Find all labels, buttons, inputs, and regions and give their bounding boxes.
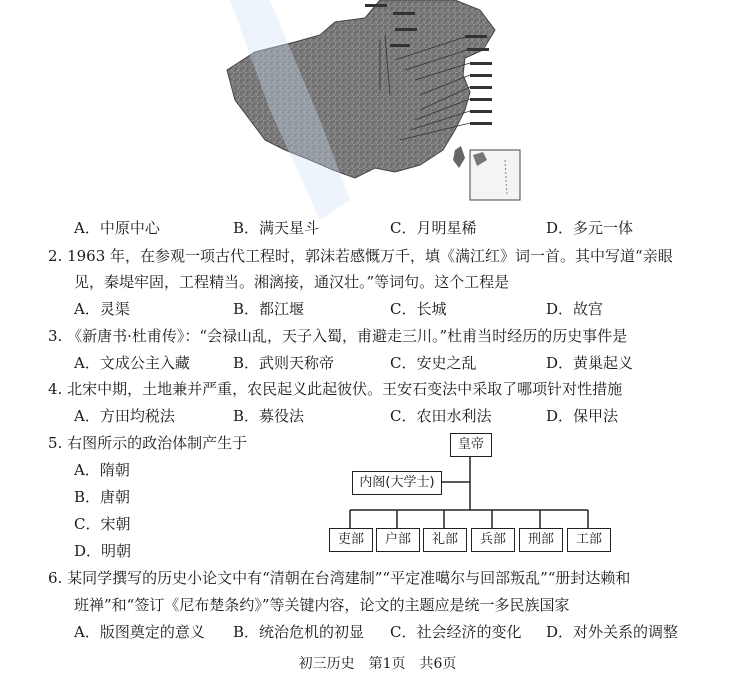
q3-option-c[interactable]: C．安史之乱	[390, 354, 477, 372]
q5-stem: 5. 右图所示的政治体制产生于	[48, 434, 248, 452]
diagram-emperor-box: 皇帝	[450, 433, 492, 457]
q4-option-c[interactable]: C．农田水利法	[390, 407, 492, 425]
q6-stem-line2: 班禅”和“签订《尼布楚条约》”等关键内容，论文的主题应是统一多民族国家	[74, 596, 570, 614]
q3-stem: 3. 《新唐书·杜甫传》：“会禄山乱，天子入蜀，甫避走三川。”杜甫当时经历的历史事件是	[48, 327, 628, 345]
q2-option-d[interactable]: D．故宫	[546, 300, 604, 318]
q3-option-d[interactable]: D．黄巢起义	[546, 354, 634, 372]
q5-option-d[interactable]: D．明朝	[74, 542, 132, 560]
q2-stem-line1: 2. 1963 年，在参观一项古代工程时，郭沫若感慨万千，填《满江红》词一首。其中写道“亲眼	[48, 247, 673, 265]
diagram-ministry-box: 刑部	[519, 528, 563, 552]
diagram-ministry-box: 吏部	[329, 528, 373, 552]
q3-option-a[interactable]: A．文成公主入藏	[74, 354, 190, 372]
q6-option-d[interactable]: D．对外关系的调整	[546, 623, 679, 641]
diagram-ministry-box: 礼部	[423, 528, 467, 552]
q4-option-a[interactable]: A．方田均税法	[74, 407, 175, 425]
diagram-ministry-box: 户部	[376, 528, 420, 552]
q2-option-b[interactable]: B．都江堰	[233, 300, 305, 318]
q6-stem-line1: 6. 某同学撰写的历史小论文中有“清朝在台湾建制”“平定准噶尔与回部叛乱”“册封达赖和	[48, 569, 631, 587]
q5-option-a[interactable]: A．隋朝	[74, 461, 130, 479]
diagram-cabinet-box: 内阁(大学士)	[352, 471, 442, 495]
china-map-image	[215, 0, 525, 205]
q3-option-b[interactable]: B．武则天称帝	[233, 354, 335, 372]
q4-stem: 4. 北宋中期，土地兼并严重，农民起义此起彼伏。王安石变法中采取了哪项针对性措施	[48, 380, 623, 398]
page-footer: 初三历史 第1页 共6页	[298, 656, 457, 672]
q6-option-a[interactable]: A．版图奠定的意义	[74, 623, 205, 641]
q4-option-d[interactable]: D．保甲法	[546, 407, 619, 425]
q1-option-d[interactable]: D．多元一体	[546, 219, 634, 237]
q2-option-c[interactable]: C．长城	[390, 300, 447, 318]
q5-option-c[interactable]: C．宋朝	[74, 515, 131, 533]
q4-option-b[interactable]: B．募役法	[233, 407, 305, 425]
q5-option-b[interactable]: B．唐朝	[74, 488, 131, 506]
q6-option-c[interactable]: C．社会经济的变化	[390, 623, 522, 641]
q1-option-a[interactable]: A．中原中心	[74, 219, 160, 237]
diagram-ministry-box: 工部	[567, 528, 611, 552]
q2-stem-line2: 见，秦堤牢固，工程精当。湘漓接，通汉壮。”等词句。这个工程是	[74, 273, 510, 291]
q1-option-b[interactable]: B．满天星斗	[233, 219, 320, 237]
q2-option-a[interactable]: A．灵渠	[74, 300, 130, 318]
diagram-ministry-box: 兵部	[471, 528, 515, 552]
q1-option-c[interactable]: C．月明星稀	[390, 219, 477, 237]
q6-option-b[interactable]: B．统治危机的初显	[233, 623, 365, 641]
